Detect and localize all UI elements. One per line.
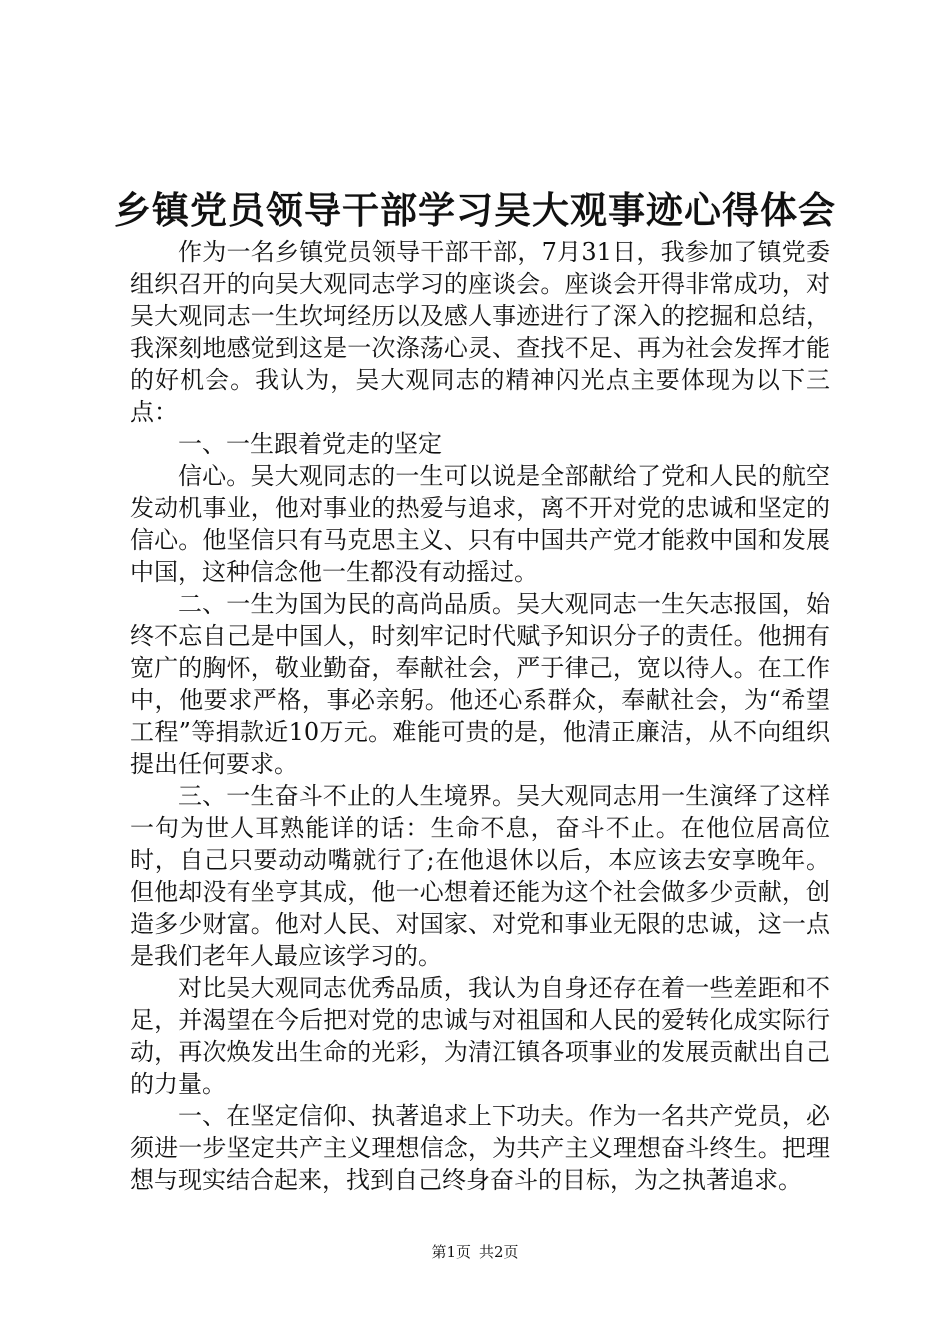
paragraph: 信心。吴大观同志的一生可以说是全部献给了党和人民的航空发动机事业，他对事业的热爱与追求，离不开对党的忠诚和坚定的信心。他坚信只有马克思主义、只有中国共产党才能救中国和发展中国，这种信念他一生都没有动摇过。 — [130, 462, 830, 586]
paragraph: 对比吴大观同志优秀品质，我认为自身还存在着一些差距和不足，并渴望在今后把对党的忠诚与对祖国和人民的爱转化成实际行动，再次焕发出生命的光彩，为清江镇各项事业的发展贡献出自己的力量。 — [130, 974, 830, 1098]
paragraph: 一、在坚定信仰、执著追求上下功夫。作为一名共产党员，必须进一步坚定共产主义理想信念，为共产主义理想奋斗终生。把理想与现实结合起来，找到自己终身奋斗的目标，为之执著追求。 — [130, 1102, 830, 1194]
paragraph: 一、一生跟着党走的坚定 — [178, 430, 442, 458]
page-footer — [0, 1242, 950, 1262]
document-title: 乡镇党员领导干部学习吴大观事迹心得体会 — [114, 188, 836, 232]
paragraph: 三、一生奋斗不止的人生境界。吴大观同志用一生演绎了这样一句为世人耳熟能详的话：生命不息，奋斗不止。在他位居高位时，自己只要动动嘴就行了;在他退休以后，本应该去安享晚年。但他却没有坐亨其成，他一心想着还能为这个社会做多少贡献，创造多少财富。他对人民、对国家、对党和事业无限的忠诚，这一点是我们老年人最应该学习的。 — [130, 782, 830, 970]
page-number: 第1页 — [431, 1243, 471, 1261]
document-body — [130, 236, 830, 1196]
page-total: 共2页 — [479, 1243, 519, 1261]
paragraph: 作为一名乡镇党员领导干部干部，7月31日，我参加了镇党委组织召开的向吴大观同志学习的座谈会。座谈会开得非常成功，对吴大观同志一生坎坷经历以及感人事迹进行了深入的挖掘和总结，我深刻地感觉到这是一次涤荡心灵、查找不足、再为社会发挥才能的好机会。我认为，吴大观同志的精神闪光点主要体现为以下三点： — [130, 238, 830, 426]
paragraph: 二、一生为国为民的高尚品质。吴大观同志一生矢志报国，始终不忘自己是中国人，时刻牢记时代赋予知识分子的责任。他拥有宽广的胸怀，敬业勤奋，奉献社会，严于律己，宽以待人。在工作中，他要求严格，事必亲躬。他还心系群众，奉献社会，为“希望工程”等捐款近10万元。难能可贵的是，他清正廉洁，从不向组织提出任何要求。 — [130, 590, 830, 778]
